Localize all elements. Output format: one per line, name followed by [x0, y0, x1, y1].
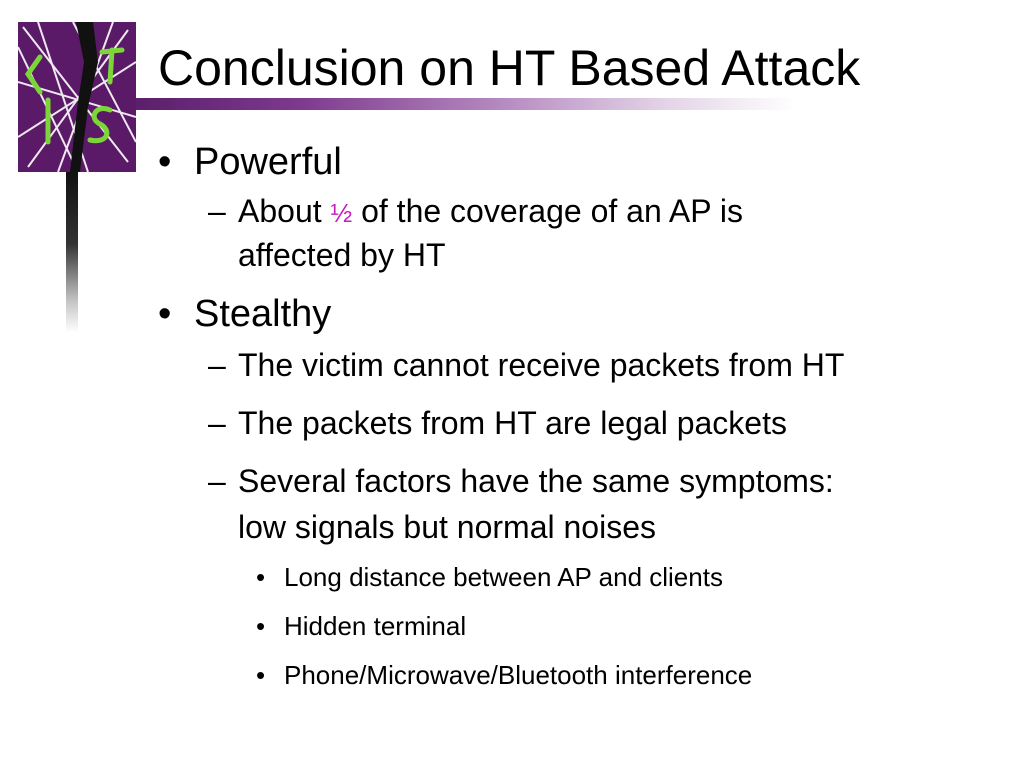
bullet-marker: •: [158, 293, 172, 335]
symptom-item: [156, 609, 1016, 643]
title-underline-rule: [136, 98, 796, 110]
slide-title: Conclusion on HT Based Attack: [158, 40, 861, 96]
decorative-vertical-bar: [66, 172, 78, 332]
sub-bullet-coverage-line2: [156, 234, 1016, 276]
symptom-item: [156, 560, 1016, 594]
coverage-text-before: About: [238, 193, 331, 229]
slide-body: [156, 138, 1016, 692]
dash-marker: –: [208, 193, 226, 229]
coverage-text-line2: affected by HT: [238, 237, 446, 273]
sub-bullet-coverage: [156, 190, 1016, 234]
bullet-marker: •: [256, 660, 266, 690]
dash-marker: –: [208, 347, 226, 383]
dash-marker: –: [208, 463, 226, 499]
symptoms-text-line1: Several factors have the same symptoms:: [238, 463, 834, 499]
bullet-marker: •: [256, 562, 266, 592]
sub-bullet-victim: [156, 344, 1016, 386]
symptoms-text-line2: low signals but normal noises: [238, 509, 656, 545]
symptom-item-text: Phone/Microwave/Bluetooth interference: [284, 660, 753, 690]
sub-bullet-symptoms: [156, 460, 1016, 502]
bullet-powerful-label: Powerful: [194, 141, 342, 183]
symptom-item-text: Hidden terminal: [284, 611, 467, 641]
dash-marker: –: [208, 405, 226, 441]
bullet-powerful: [156, 138, 1016, 186]
bullet-stealthy: [156, 290, 1016, 338]
symptom-item-text: Long distance between AP and clients: [284, 562, 723, 592]
coverage-fraction: ½: [330, 198, 353, 228]
victim-text: The victim cannot receive packets from HT: [238, 347, 845, 383]
sub-bullet-symptoms-line2: [156, 506, 1016, 548]
bullet-marker: •: [158, 141, 172, 183]
symptom-item: [156, 658, 1016, 692]
bullet-stealthy-label: Stealthy: [194, 293, 332, 335]
lits-logo-icon: [18, 22, 136, 172]
sub-bullet-legal-packets: [156, 402, 1016, 444]
bullet-marker: •: [256, 611, 266, 641]
coverage-text-after: of the coverage of an AP is: [352, 193, 743, 229]
legal-packets-text: The packets from HT are legal packets: [238, 405, 787, 441]
